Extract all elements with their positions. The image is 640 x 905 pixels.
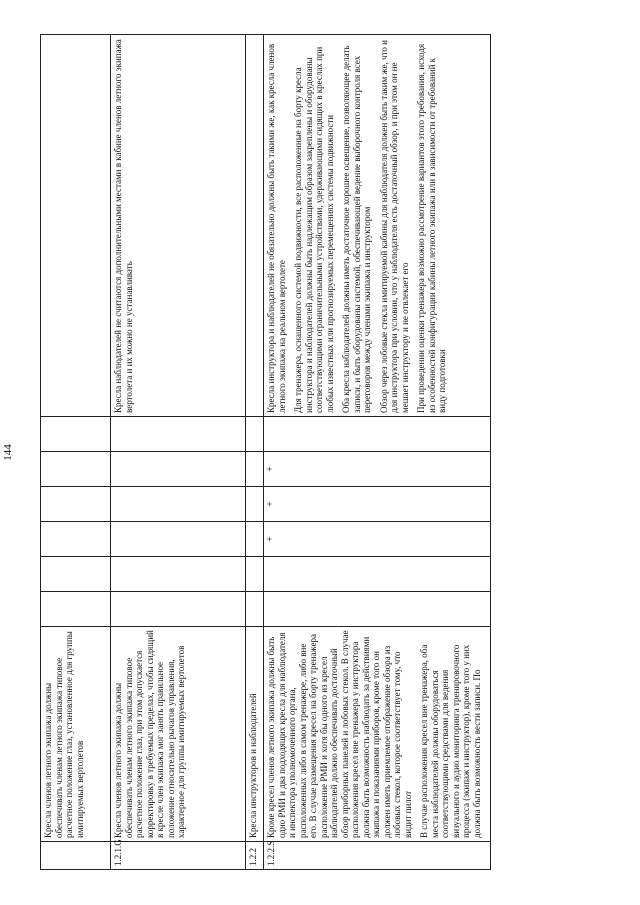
row-notes [41,35,111,417]
mark-cell [264,557,491,592]
row-description: Кресла членов летного экипажа должны обеспечивать членам летного экипажа типовое расчетное положение глаз, при этом допускается корректировку в требуемых пределах, чтобы сидящий в кресле член экипажа мог занять правильное положение относительно рычагов управления, характерное для группы имитируемых вертолетов [111,627,246,842]
row-code [41,842,111,870]
mark-cell [246,417,264,452]
mark-cell [111,522,246,557]
table-row [41,35,111,870]
mark-cell [41,487,111,522]
row-notes [246,35,264,417]
note-paragraph: Кресла инструктора и наблюдателей не обязательно должны быть такими же, как кресла членов летного экипажа на реальном вертолете [266,43,287,413]
mark-cell [246,487,264,522]
note-paragraph: Обзор через лобовые стекла имитируемой кабины для наблюдателя должен быть таким же, что и для инструктора при условии, что у наблюдателя есть достаточный обзор, и при этом он не мешает инструктору и не отвлекает его [378,40,410,413]
description-paragraph: Кроме кресел членов летного экипажа должны быть одно РМИ и два подходящих кресла для наблюдателя и инспектора уполномоченного органа, расположенных либо в самом тренажере, либо вне его. В случае размещения кресел на борту тренажера расположение РМИ и хотя бы одного из кресел наблюдателей должно обеспечивать достаточный обзор приборных панелей и лобовых стекол. В случае расположения кресел вне тренажера у инструктора должна быть возможность наблюдать за действиями экипажа и показаниями приборов, кроме того он должен иметь приемлемое отображение обзора из лобовых стекол, которое соответствует тому, что видит пилот [266,630,413,838]
note-paragraph: Оба кресла наблюдателей должны иметь достаточное хорошее освещение, позволяющее делать записи, и быть оборудованы системой, обеспечивающей ведение выборочного контроля всех переговоров между членами экипажа и инструктором [341,45,372,413]
mark-cell [41,592,111,627]
row-code: 1.2.2 [246,842,264,870]
page-number: 144 [2,444,14,461]
table-row [264,35,491,870]
mark-cell [246,452,264,487]
note-paragraph: При проведении оценки тренажера возможно рассмотрение вариантов этого требования, исходя из особенностей конфигурации кабины летного экипажа или в зависимости от требований к виду подготовки [416,43,447,413]
mark-cell [246,522,264,557]
row-code: 1.2.1.G [111,842,246,870]
mark-cell: + [264,522,491,557]
mark-cell [41,417,111,452]
note-paragraph: Для тренажера, оснащенного системой подвижности, все расположенные на борту кресла инструктора и наблюдателей должны быть надлежащим образом закреплены и оборудованы соответствующими ограничительными устройствами, удерживающими сидящих в креслах при любых известных или прогнозируемых перемещениях системы подвижности [293,46,335,413]
row-notes [264,35,491,417]
mark-cell [111,487,246,522]
table-row [246,35,264,870]
requirements-table [40,34,491,870]
mark-cell: + [264,487,491,522]
table-row [111,35,246,870]
row-description: Кресла членов летного экипажа должны обеспечивать членам летного экипажа типовое расчетное положение глаз, установленное для группы имитируемых вертолетов [41,627,111,842]
mark-cell [246,557,264,592]
mark-cell [111,557,246,592]
mark-cell [111,417,246,452]
description-paragraph: В случае расположения кресел вне тренажера, оба места наблюдателей должны оборудоваться соответствующими средствами для ведения визуального и аудио мониторинга тренировочного процесса (экипаж и инструктор), кроме того у них должна быть возможность вести записи. По [419,644,482,838]
row-description [264,627,491,842]
mark-cell [111,592,246,627]
mark-cell [264,417,491,452]
mark-cell [264,592,491,627]
row-notes: Кресла наблюдателей не считаются дополнительными местами в кабине членов летного экипажа вертолета и их можно не устанавливать [111,35,246,417]
mark-cell [111,452,246,487]
row-description: Кресла инструкторов и наблюдателей [246,627,264,842]
row-code: 1.2.2.S [264,842,491,870]
mark-cell [41,522,111,557]
mark-cell [41,452,111,487]
mark-cell [246,592,264,627]
mark-cell: + [264,452,491,487]
mark-cell [41,557,111,592]
